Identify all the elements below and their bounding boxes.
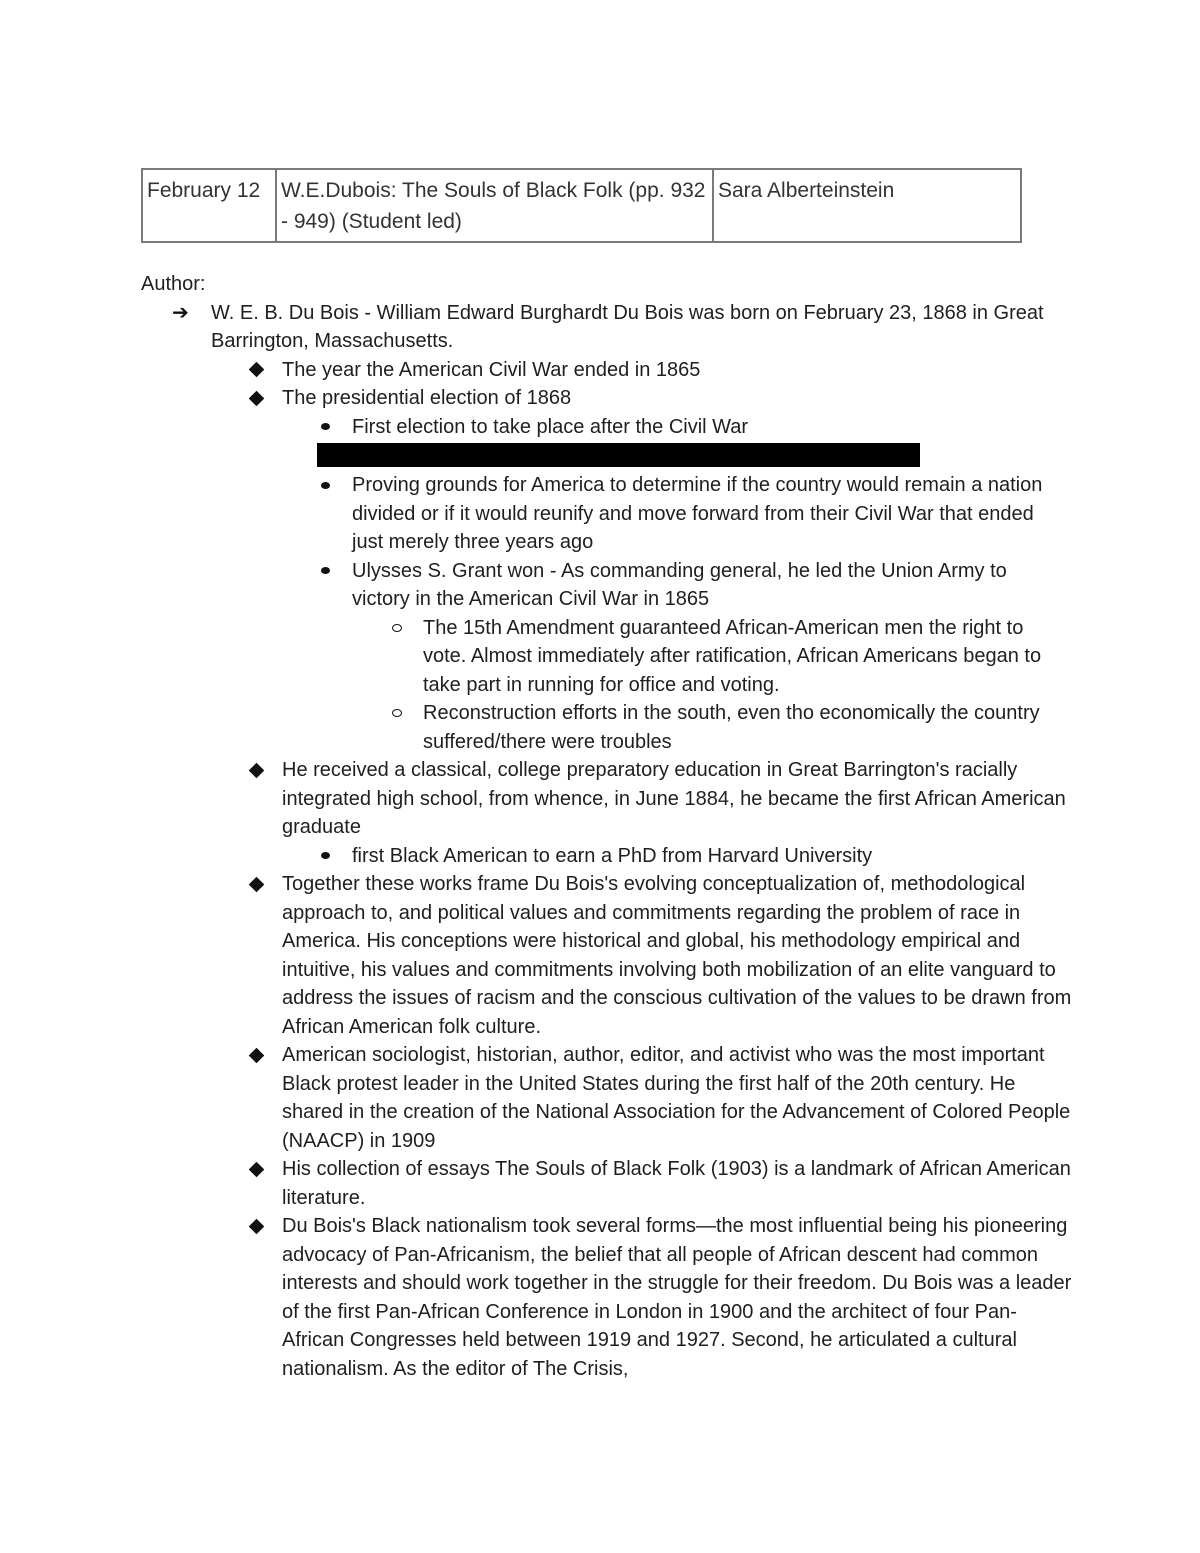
diamond-bullet-icon [247, 756, 262, 785]
list-item-text: W. E. B. Du Bois - William Edward Burghardt Du Bois was born on February 23, 1868 in Great Barrington, Massachusetts. [211, 301, 1044, 352]
diamond-bullet-icon [247, 384, 262, 413]
diamond-bullet-icon [247, 356, 262, 385]
list-item [0, 699, 1063, 756]
ring-bullet-icon [389, 614, 402, 643]
date-cell: February 12 [142, 169, 276, 242]
dot-bullet-icon [318, 413, 330, 442]
schedule-row [142, 169, 1021, 242]
list-item [0, 1041, 1072, 1155]
ring-bullet-icon [389, 699, 402, 728]
list-item-text: Reconstruction efforts in the south, even tho economically the country suffered/there were troubles [423, 702, 1040, 753]
list-item [0, 384, 1072, 413]
notes-body [0, 270, 1200, 1383]
diamond-bullet-icon [247, 1041, 262, 1070]
list-item-text: first Black American to earn a PhD from Harvard University [352, 844, 873, 867]
list-item [0, 557, 1062, 614]
reading-title-cell: W.E.Dubois: The Souls of Black Folk (pp. 932 - 949) (Student led) [276, 169, 713, 242]
presenter-cell: Sara Alberteinstein [713, 169, 1021, 242]
list-item [0, 299, 1071, 356]
dot-bullet-icon [318, 842, 330, 871]
list-item [0, 842, 1062, 871]
dot-bullet-icon [318, 557, 330, 586]
list-item [0, 1212, 1072, 1383]
list-item [0, 1155, 1072, 1212]
list-item-text: Du Bois's Black nationalism took several forms—the most influential being his pioneering advocacy of Pan-Africanism, the belief that all people of African descent had common interests and should work together in the struggle for their freedom. Du Bois was a leader of the first Pan-African Conference in London in 1900 and the architect of four Pan-African Congresses held between 1919 and 1927. Second, he articulated a cultural nationalism. As the editor of The Crisis, [282, 1215, 1072, 1380]
list-item-text: Together these works frame Du Bois's evolving conceptualization of, methodological approach to, and political values and commitments regarding the problem of race in America. His conceptions were historical and global, his methodology empirical and intuitive, his values and commitments involving both mobilization of an elite vanguard to address the issues of racism and the conscious cultivation of the values to be drawn from African American folk culture. [282, 873, 1072, 1038]
list-item-text: Proving grounds for America to determine if the country would remain a nation divided or if it would reunify and move forward from their Civil War that ended just merely three years ago [352, 474, 1043, 553]
list-item [0, 614, 1063, 700]
dot-bullet-icon [318, 471, 330, 500]
list-item-text: His collection of essays The Souls of Black Folk (1903) is a landmark of African American literature. [282, 1158, 1071, 1209]
list-item [0, 413, 1062, 442]
redaction-bar [317, 443, 920, 467]
list-item-text: He received a classical, college preparatory education in Great Barrington's racially integrated high school, from whence, in June 1884, he became the first African American graduate [282, 759, 1066, 838]
list-item-text: The year the American Civil War ended in 1865 [282, 358, 701, 381]
list-item-text: The 15th Amendment guaranteed African-American men the right to vote. Almost immediately after ratification, African Americans began to take part in running for office and voting. [423, 616, 1042, 696]
list-item-text: First election to take place after the Civil War [352, 415, 749, 438]
diamond-bullet-icon [247, 870, 262, 899]
section-label: Author: [141, 273, 206, 295]
list-item [0, 870, 1072, 1041]
list-item [0, 471, 1062, 557]
list-item [0, 356, 1072, 385]
list-item-text: Ulysses S. Grant won - As commanding general, he led the Union Army to victory in the American Civil War in 1865 [352, 559, 1007, 610]
list-item [0, 756, 1072, 842]
diamond-bullet-icon [247, 1212, 262, 1241]
diamond-bullet-icon [247, 1155, 262, 1184]
list-item-text: American sociologist, historian, author, editor, and activist who was the most important Black protest leader in the United States during the first half of the 20th century. He shared in the creation of the National Association for the Advancement of Colored People (NAACP) in 1909 [282, 1044, 1071, 1152]
arrow-bullet-icon: ➔ [172, 301, 189, 324]
list-item-text: The presidential election of 1868 [282, 387, 572, 409]
schedule-table [141, 168, 1022, 243]
